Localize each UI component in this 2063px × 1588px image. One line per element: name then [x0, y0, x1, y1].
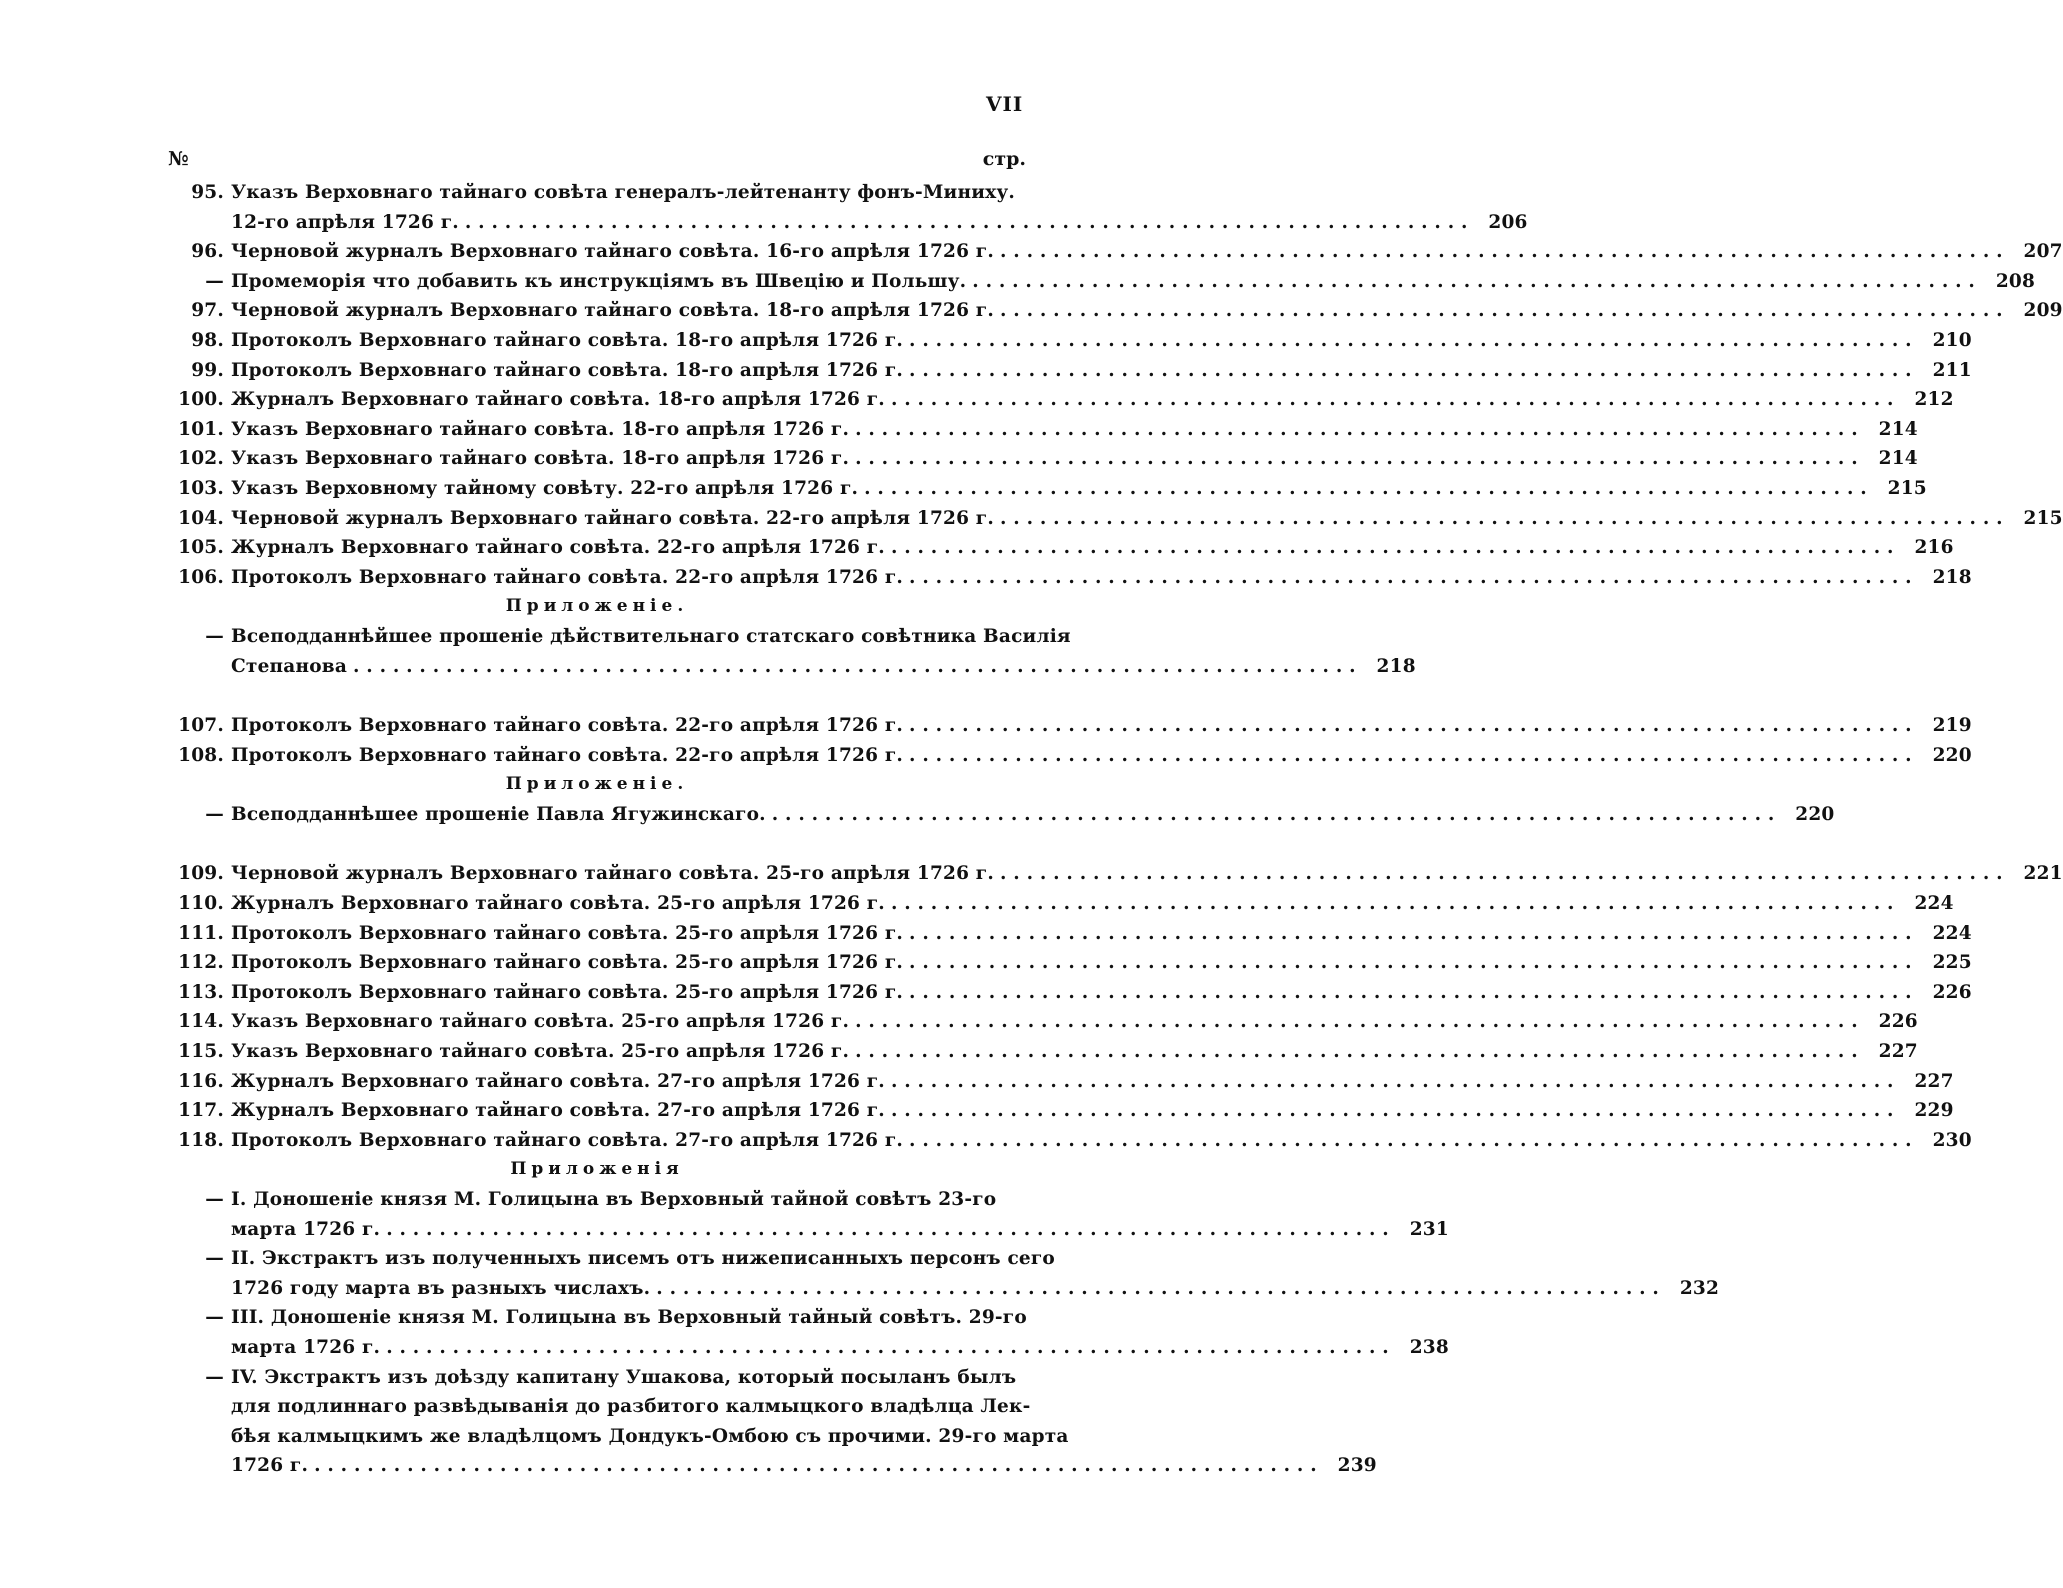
toc-entry-line	[168, 889, 1954, 919]
toc-entry-line	[168, 356, 1972, 386]
entry-number: 114.	[178, 1011, 224, 1033]
entry-title: для подлиннаго развѣдыванія до разбитого калмыцкого владѣлца Лек-	[231, 1396, 1031, 1418]
entry-number: 100.	[178, 389, 224, 411]
entry-page: 210	[1932, 329, 1972, 351]
toc-entry-line	[168, 948, 1972, 978]
entry-body	[231, 622, 1071, 652]
entry-body	[231, 296, 2003, 326]
toc-entry-line	[168, 385, 1954, 415]
leader-dots	[909, 326, 1912, 356]
leader-dots	[855, 415, 1858, 445]
entry-page: 215	[2023, 507, 2063, 529]
entry-title: Всеподданнѣшее прошеніе Павла Ягужинскаго.	[231, 803, 766, 825]
toc-entry-line	[168, 1363, 1026, 1393]
entry-title: Протоколъ Верховнаго тайнаго совѣта. 18-го апрѣля 1726 г.	[231, 359, 904, 381]
entry-body	[231, 237, 2003, 267]
entry-page: 227	[1914, 1070, 1954, 1092]
entry-page: 214	[1878, 418, 1918, 440]
entry-number: —	[205, 1248, 224, 1270]
entry-title: Протоколъ Верховнаго тайнаго совѣта. 25-го апрѣля 1726 г.	[231, 952, 904, 974]
entry-body	[231, 1067, 1894, 1097]
toc-entry-line	[168, 415, 1918, 445]
entry-page: 218	[1376, 655, 1416, 677]
leader-dots	[909, 356, 1912, 386]
entry-number: 117.	[178, 1100, 224, 1122]
entry-body	[231, 1126, 1912, 1156]
entry-body	[231, 267, 1975, 297]
toc-entry-line	[168, 267, 2036, 297]
entry-title: Черновой журналъ Верховнаго тайнаго совѣта. 16-го апрѣля 1726 г.	[231, 241, 994, 263]
entry-title: Журналъ Верховнаго тайнаго совѣта. 22-го апрѣля 1726 г.	[231, 537, 885, 559]
toc-entry-line	[168, 1126, 1972, 1156]
toc-entry-line	[168, 859, 2063, 889]
entry-body	[231, 1303, 1027, 1333]
leader-dots	[891, 889, 1894, 919]
entry-page: 224	[1932, 922, 1972, 944]
entry-page: 232	[1679, 1277, 1720, 1299]
entry-number: 96.	[191, 241, 224, 263]
entry-title: Всеподданнѣйшее прошеніе дѣйствительнаго статскаго совѣтника Василія	[231, 625, 1071, 647]
entry-body	[231, 1363, 1016, 1393]
entry-number: 98.	[191, 329, 224, 351]
entry-page: 214	[1878, 448, 1918, 470]
entry-title: Протоколъ Верховнаго тайнаго совѣта. 18-го апрѣля 1726 г.	[231, 329, 904, 351]
entry-title: Протоколъ Верховнаго тайнаго совѣта. 25-го апрѣля 1726 г.	[231, 922, 904, 944]
entry-body	[231, 711, 1912, 741]
leader-dots	[1000, 504, 2003, 534]
entry-number: 113.	[178, 981, 224, 1003]
number-column-header: №	[168, 148, 189, 170]
toc-entry-line	[168, 1096, 1954, 1126]
leader-dots	[353, 652, 1356, 682]
entry-number: 105.	[178, 537, 224, 559]
entry-number: 97.	[191, 300, 224, 322]
toc-entry-line	[168, 652, 1416, 682]
leader-dots	[909, 919, 1912, 949]
entry-number: 110.	[178, 893, 224, 915]
entry-title: Протоколъ Верховнаго тайнаго совѣта. 22-го апрѣля 1726 г.	[231, 744, 904, 766]
appendix-heading: Приложеніе.	[505, 596, 689, 617]
entry-page: 218	[1932, 566, 1972, 588]
leader-dots	[314, 1451, 1317, 1481]
page-column-header: стр.	[982, 148, 1026, 170]
toc-entry-line	[168, 1451, 1377, 1481]
entry-title: Указъ Верховнаго тайнаго совѣта генералъ-лейтенанту фонъ-Миниху.	[231, 182, 1016, 203]
entry-number: 118.	[178, 1129, 224, 1151]
entry-body	[231, 1185, 996, 1215]
entry-page: 229	[1914, 1100, 1954, 1122]
entry-number: 108.	[178, 744, 224, 766]
entry-body	[231, 1274, 1659, 1304]
entry-number: 107.	[178, 715, 224, 737]
section-spacer	[168, 681, 1026, 711]
entry-title: Протоколъ Верховнаго тайнаго совѣта. 22-го апрѣля 1726 г.	[231, 566, 904, 588]
toc-entry-line	[168, 296, 2063, 326]
toc-entry-line	[168, 563, 1972, 593]
entry-body	[231, 1422, 1069, 1452]
leader-dots	[772, 800, 1775, 830]
entry-body	[231, 385, 1894, 415]
entry-body	[231, 356, 1912, 386]
toc-entry-line	[168, 978, 1972, 1008]
leader-dots	[1000, 296, 2003, 326]
page-number: VII	[986, 92, 1024, 116]
entry-body	[231, 859, 2003, 889]
leader-dots	[855, 444, 1858, 474]
leader-dots	[972, 267, 1975, 297]
leader-dots	[909, 741, 1912, 771]
entry-number: —	[205, 1189, 224, 1210]
entry-title: 1726 году марта въ разныхъ числахъ.	[231, 1277, 651, 1299]
toc-entry-line	[168, 178, 1026, 208]
entry-page: 208	[1995, 270, 2036, 292]
toc-entry-line	[168, 1037, 1918, 1067]
entry-title: Черновой журналъ Верховнаго тайнаго совѣта. 25-го апрѣля 1726 г.	[231, 863, 994, 885]
toc-entry-line	[168, 1274, 1720, 1304]
entry-number: 115.	[178, 1041, 224, 1063]
entry-body	[231, 800, 1775, 830]
entry-body	[231, 741, 1912, 771]
entry-title: 12-го апрѣля 1726 г.	[231, 211, 459, 233]
leader-dots	[891, 385, 1894, 415]
toc-entry-line	[168, 741, 1972, 771]
entry-number: —	[205, 1366, 224, 1388]
toc-entry-line	[168, 622, 1071, 652]
leader-dots	[891, 533, 1894, 563]
leader-dots	[1000, 859, 2003, 889]
toc-entry-line	[168, 533, 1954, 563]
entry-number: —	[205, 625, 224, 647]
entry-number: 99.	[191, 359, 224, 381]
entry-number: 109.	[178, 863, 224, 885]
toc-entry-line	[168, 1333, 1449, 1363]
entry-title: Степанова	[231, 655, 348, 677]
toc-entries	[168, 178, 2063, 1481]
entry-number: 111.	[178, 922, 224, 944]
toc-entry-line	[168, 1067, 1954, 1097]
entry-title: марта 1726 г.	[231, 1218, 381, 1240]
entry-body	[231, 1007, 1858, 1037]
entry-page: 221	[2023, 863, 2063, 885]
entry-title: IV. Экстрактъ изъ доѣзду капитану Ушакова, который посыланъ былъ	[231, 1366, 1017, 1388]
toc-entry-line	[168, 1185, 1026, 1215]
entry-body	[231, 919, 1912, 949]
entry-page: 226	[1878, 1011, 1918, 1033]
entry-body	[231, 208, 1468, 238]
entry-body	[231, 889, 1894, 919]
toc-entry-line	[168, 326, 1972, 356]
leader-dots	[909, 711, 1912, 741]
entry-title: Указъ Верховнаго тайнаго совѣта. 25-го апрѣля 1726 г.	[231, 1011, 850, 1033]
toc-entry-line	[168, 1303, 1026, 1333]
entry-title: III. Доношеніе князя М. Голицына въ Верховный тайный совѣтъ. 29-го	[231, 1307, 1027, 1329]
entry-page: 220	[1795, 803, 1835, 825]
entry-body	[231, 1333, 1389, 1363]
appendix-heading: Приложеніе.	[505, 774, 689, 795]
entry-title: Указъ Верховнаго тайнаго совѣта. 18-го апрѣля 1726 г.	[231, 448, 850, 470]
entry-number: 116.	[178, 1070, 224, 1092]
entry-body	[231, 1392, 1030, 1422]
entry-body	[231, 652, 1356, 682]
entry-page: 238	[1409, 1336, 1449, 1358]
entry-page: 239	[1337, 1455, 1377, 1477]
leader-dots	[864, 474, 1867, 504]
toc-entry-line	[168, 208, 1528, 238]
entry-page: 215	[1887, 477, 1927, 499]
leader-dots	[909, 948, 1912, 978]
section-spacer	[168, 829, 1026, 859]
toc-entry-line	[168, 1422, 1069, 1452]
entry-title: Протоколъ Верховнаго тайнаго совѣта. 25-го апрѣля 1726 г.	[231, 981, 904, 1003]
leader-dots	[891, 1096, 1894, 1126]
entry-number: 112.	[178, 952, 224, 974]
entry-page: 224	[1914, 893, 1954, 915]
entry-body	[231, 563, 1912, 593]
toc-entry-line	[168, 711, 1972, 741]
entry-title: Указъ Верховному тайному совѣту. 22-го апрѣля 1726 г.	[231, 477, 859, 499]
entry-body	[231, 533, 1894, 563]
entry-title: Черновой журналъ Верховнаго тайнаго совѣта. 22-го апрѣля 1726 г.	[231, 507, 994, 529]
entry-page: 211	[1932, 359, 1972, 381]
entry-body	[231, 948, 1912, 978]
entry-number: 101.	[178, 418, 224, 440]
entry-title: Протоколъ Верховнаго тайнаго совѣта. 27-го апрѣля 1726 г.	[231, 1129, 904, 1151]
entry-body	[231, 978, 1912, 1008]
entry-body	[231, 504, 2003, 534]
entry-body	[231, 1244, 1055, 1274]
toc-entry-line	[168, 237, 2063, 267]
toc-entry-line	[168, 474, 1927, 504]
leader-dots	[909, 1126, 1912, 1156]
leader-dots	[909, 978, 1912, 1008]
entry-number: —	[205, 1307, 224, 1329]
entry-title: Журналъ Верховнаго тайнаго совѣта. 27-го апрѣля 1726 г.	[231, 1100, 885, 1122]
entry-title: Указъ Верховнаго тайнаго совѣта. 25-го апрѣля 1726 г.	[231, 1041, 850, 1063]
entry-title: I. Доношеніе князя М. Голицына въ Верховный тайной совѣтъ 23-го	[231, 1189, 997, 1210]
entry-title: бѣя калмыцкимъ же владѣлцомъ Дондукъ-Омбою съ прочими. 29-го марта	[231, 1425, 1069, 1447]
toc-entry-line	[168, 1392, 1031, 1422]
entry-page: 216	[1914, 537, 1954, 559]
entry-body	[231, 178, 1015, 208]
entry-page: 206	[1488, 211, 1528, 233]
entry-page: 212	[1914, 389, 1954, 411]
entry-title: Указъ Верховнаго тайнаго совѣта. 18-го апрѣля 1726 г.	[231, 418, 850, 440]
toc-entry-line	[168, 919, 1972, 949]
entry-title: II. Экстрактъ изъ полученныхъ писемъ отъ нижеписанныхъ персонъ сего	[231, 1248, 1055, 1270]
leader-dots	[465, 208, 1468, 238]
entry-body	[231, 1037, 1858, 1067]
entry-title: Черновой журналъ Верховнаго тайнаго совѣта. 18-го апрѣля 1726 г.	[231, 300, 994, 322]
toc-entry-line	[168, 1244, 1055, 1274]
entry-title: Промеморія что добавить къ инструкціямъ въ Швецію и Польшу.	[231, 270, 967, 292]
entry-number: 95.	[191, 182, 224, 203]
leader-dots	[855, 1037, 1858, 1067]
entry-page: 227	[1878, 1041, 1918, 1063]
leader-dots	[656, 1274, 1659, 1304]
entry-number: 102.	[178, 448, 224, 470]
entry-page: 231	[1409, 1218, 1449, 1240]
entry-body	[231, 1451, 1317, 1481]
entry-number: —	[205, 803, 224, 825]
leader-dots	[909, 563, 1912, 593]
toc-entry-line	[168, 1007, 1918, 1037]
entry-title: 1726 г.	[231, 1455, 309, 1477]
entry-page: 225	[1932, 952, 1972, 974]
entry-title: Журналъ Верховнаго тайнаго совѣта. 25-го апрѣля 1726 г.	[231, 893, 885, 915]
entry-title: Протоколъ Верховнаго тайнаго совѣта. 22-го апрѣля 1726 г.	[231, 715, 904, 737]
entry-body	[231, 1096, 1894, 1126]
entry-body	[231, 1215, 1389, 1245]
toc-entry-line	[168, 504, 2063, 534]
leader-dots	[1000, 237, 2003, 267]
leader-dots	[386, 1215, 1389, 1245]
entry-page: 207	[2023, 241, 2063, 263]
entry-page: 209	[2023, 300, 2063, 322]
entry-page: 220	[1932, 744, 1972, 766]
entry-title: Журналъ Верховнаго тайнаго совѣта. 18-го апрѣля 1726 г.	[231, 389, 885, 411]
entry-body	[231, 474, 1867, 504]
toc-header	[168, 148, 1026, 178]
toc-entry-line	[168, 1215, 1449, 1245]
entry-body	[231, 444, 1858, 474]
leader-dots	[855, 1007, 1858, 1037]
entry-page: 230	[1932, 1129, 1972, 1151]
appendix-heading: Приложенія	[510, 1159, 684, 1180]
leader-dots	[386, 1333, 1389, 1363]
leader-dots	[891, 1067, 1894, 1097]
table-of-contents	[168, 148, 2063, 1481]
entry-number: 106.	[178, 566, 224, 588]
entry-title: Журналъ Верховнаго тайнаго совѣта. 27-го апрѣля 1726 г.	[231, 1070, 885, 1092]
entry-body	[231, 415, 1858, 445]
entry-number: —	[205, 270, 224, 292]
entry-number: 103.	[178, 477, 224, 499]
entry-number: 104.	[178, 507, 224, 529]
entry-page: 219	[1932, 715, 1972, 737]
toc-entry-line	[168, 444, 1918, 474]
entry-body	[231, 326, 1912, 356]
entry-page: 226	[1932, 981, 1972, 1003]
toc-entry-line	[168, 800, 1835, 830]
entry-title: марта 1726 г.	[231, 1336, 381, 1358]
